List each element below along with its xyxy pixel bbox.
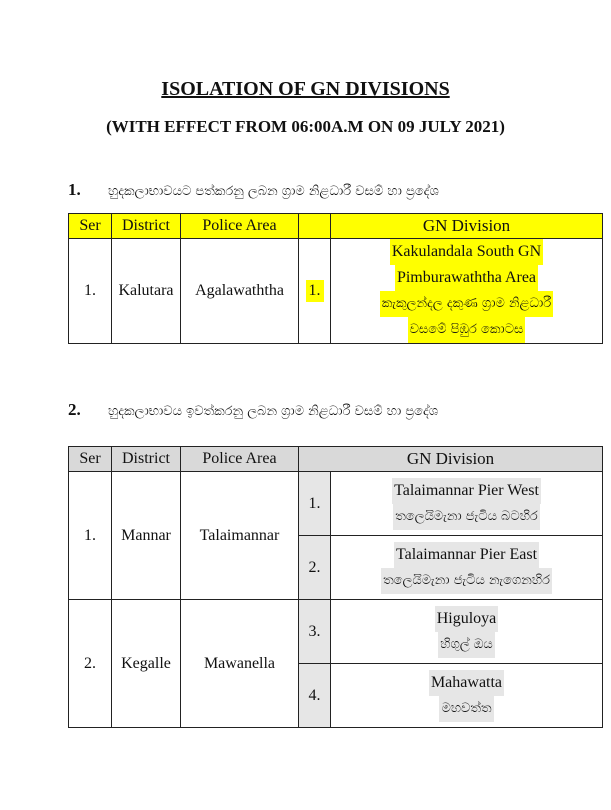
header-ser: Ser: [69, 447, 112, 472]
table-header-row: [69, 214, 603, 239]
gn-division-si: හිගුල් ඔය: [438, 632, 495, 658]
table-row: [69, 239, 603, 344]
cell-item-number: 3.: [299, 600, 331, 664]
section-1-table: [68, 213, 603, 344]
header-district: District: [112, 447, 181, 472]
cell-police-area: Mawanella: [181, 600, 299, 728]
header-district: District: [112, 214, 181, 239]
table-row: [69, 600, 603, 664]
cell-item-number: [299, 239, 331, 344]
section-1-number: 1.: [68, 180, 81, 199]
cell-gn-division: [331, 472, 603, 536]
cell-gn-division: [331, 536, 603, 600]
cell-police-area: Agalawaththa: [181, 239, 299, 344]
gn-division-en: Mahawatta: [429, 670, 504, 696]
gn-division-en-line-2: Pimburawaththa Area: [395, 265, 538, 291]
section-2-heading: [68, 400, 438, 420]
gn-division-en: Talaimannar Pier West: [392, 478, 541, 504]
gn-division-si: මහවත්ත: [439, 696, 493, 722]
cell-item-number: 4.: [299, 664, 331, 728]
cell-item-number: 1.: [299, 472, 331, 536]
section-2-number: 2.: [68, 400, 81, 419]
section-1-title: හුදකලාභාවයට පත්කරනු ලබන ග්‍රාම නිළධාරී වසම් හා ප්‍රදේශ: [108, 184, 439, 199]
document-subtitle: (WITH EFFECT FROM 06:00A.M ON 09 JULY 2021): [106, 117, 505, 136]
cell-district: Mannar: [112, 472, 181, 600]
item-number: 1.: [306, 280, 324, 302]
document-title: ISOLATION OF GN DIVISIONS: [161, 78, 450, 100]
header-gn-division: GN Division: [299, 447, 603, 472]
cell-item-number: 2.: [299, 536, 331, 600]
gn-division-en: Higuloya: [435, 606, 499, 632]
header-ser: Ser: [69, 214, 112, 239]
cell-gn-division: [331, 239, 603, 344]
table-row: [69, 472, 603, 536]
section-2-table: [68, 446, 603, 728]
header-gn-division: GN Division: [331, 214, 603, 239]
gn-division-en: Talaimannar Pier East: [394, 542, 539, 568]
header-police-area: Police Area: [181, 447, 299, 472]
gn-division-si: තලෙයිමැනා ජැටිය බටහිර: [393, 504, 540, 530]
cell-ser: 1.: [69, 472, 112, 600]
cell-district: Kalutara: [112, 239, 181, 344]
gn-division-en-line-1: Kakulandala South GN: [390, 239, 543, 265]
cell-ser: 1.: [69, 239, 112, 344]
section-1-heading: [68, 180, 439, 200]
cell-ser: 2.: [69, 600, 112, 728]
cell-gn-division: [331, 600, 603, 664]
header-police-area: Police Area: [181, 214, 299, 239]
section-2-title: හුදකලාභාවය ඉවත්කරනු ලබන ග්‍රාම නිළධාරී වසම් හා ප්‍රදේශ: [108, 404, 439, 419]
cell-gn-division: [331, 664, 603, 728]
gn-division-si-line-1: කැකුලන්දල දකුණ ග්‍රාම නිළධාරී: [380, 291, 553, 317]
gn-division-si: තලෙයිමැනා ජැටිය නැගෙනහිර: [381, 568, 552, 594]
cell-district: Kegalle: [112, 600, 181, 728]
gn-division-si-line-2: වසමේ පිඹුර කොටස: [408, 317, 526, 343]
table-header-row: [69, 447, 603, 472]
cell-police-area: Talaimannar: [181, 472, 299, 600]
header-blank: [299, 214, 331, 239]
